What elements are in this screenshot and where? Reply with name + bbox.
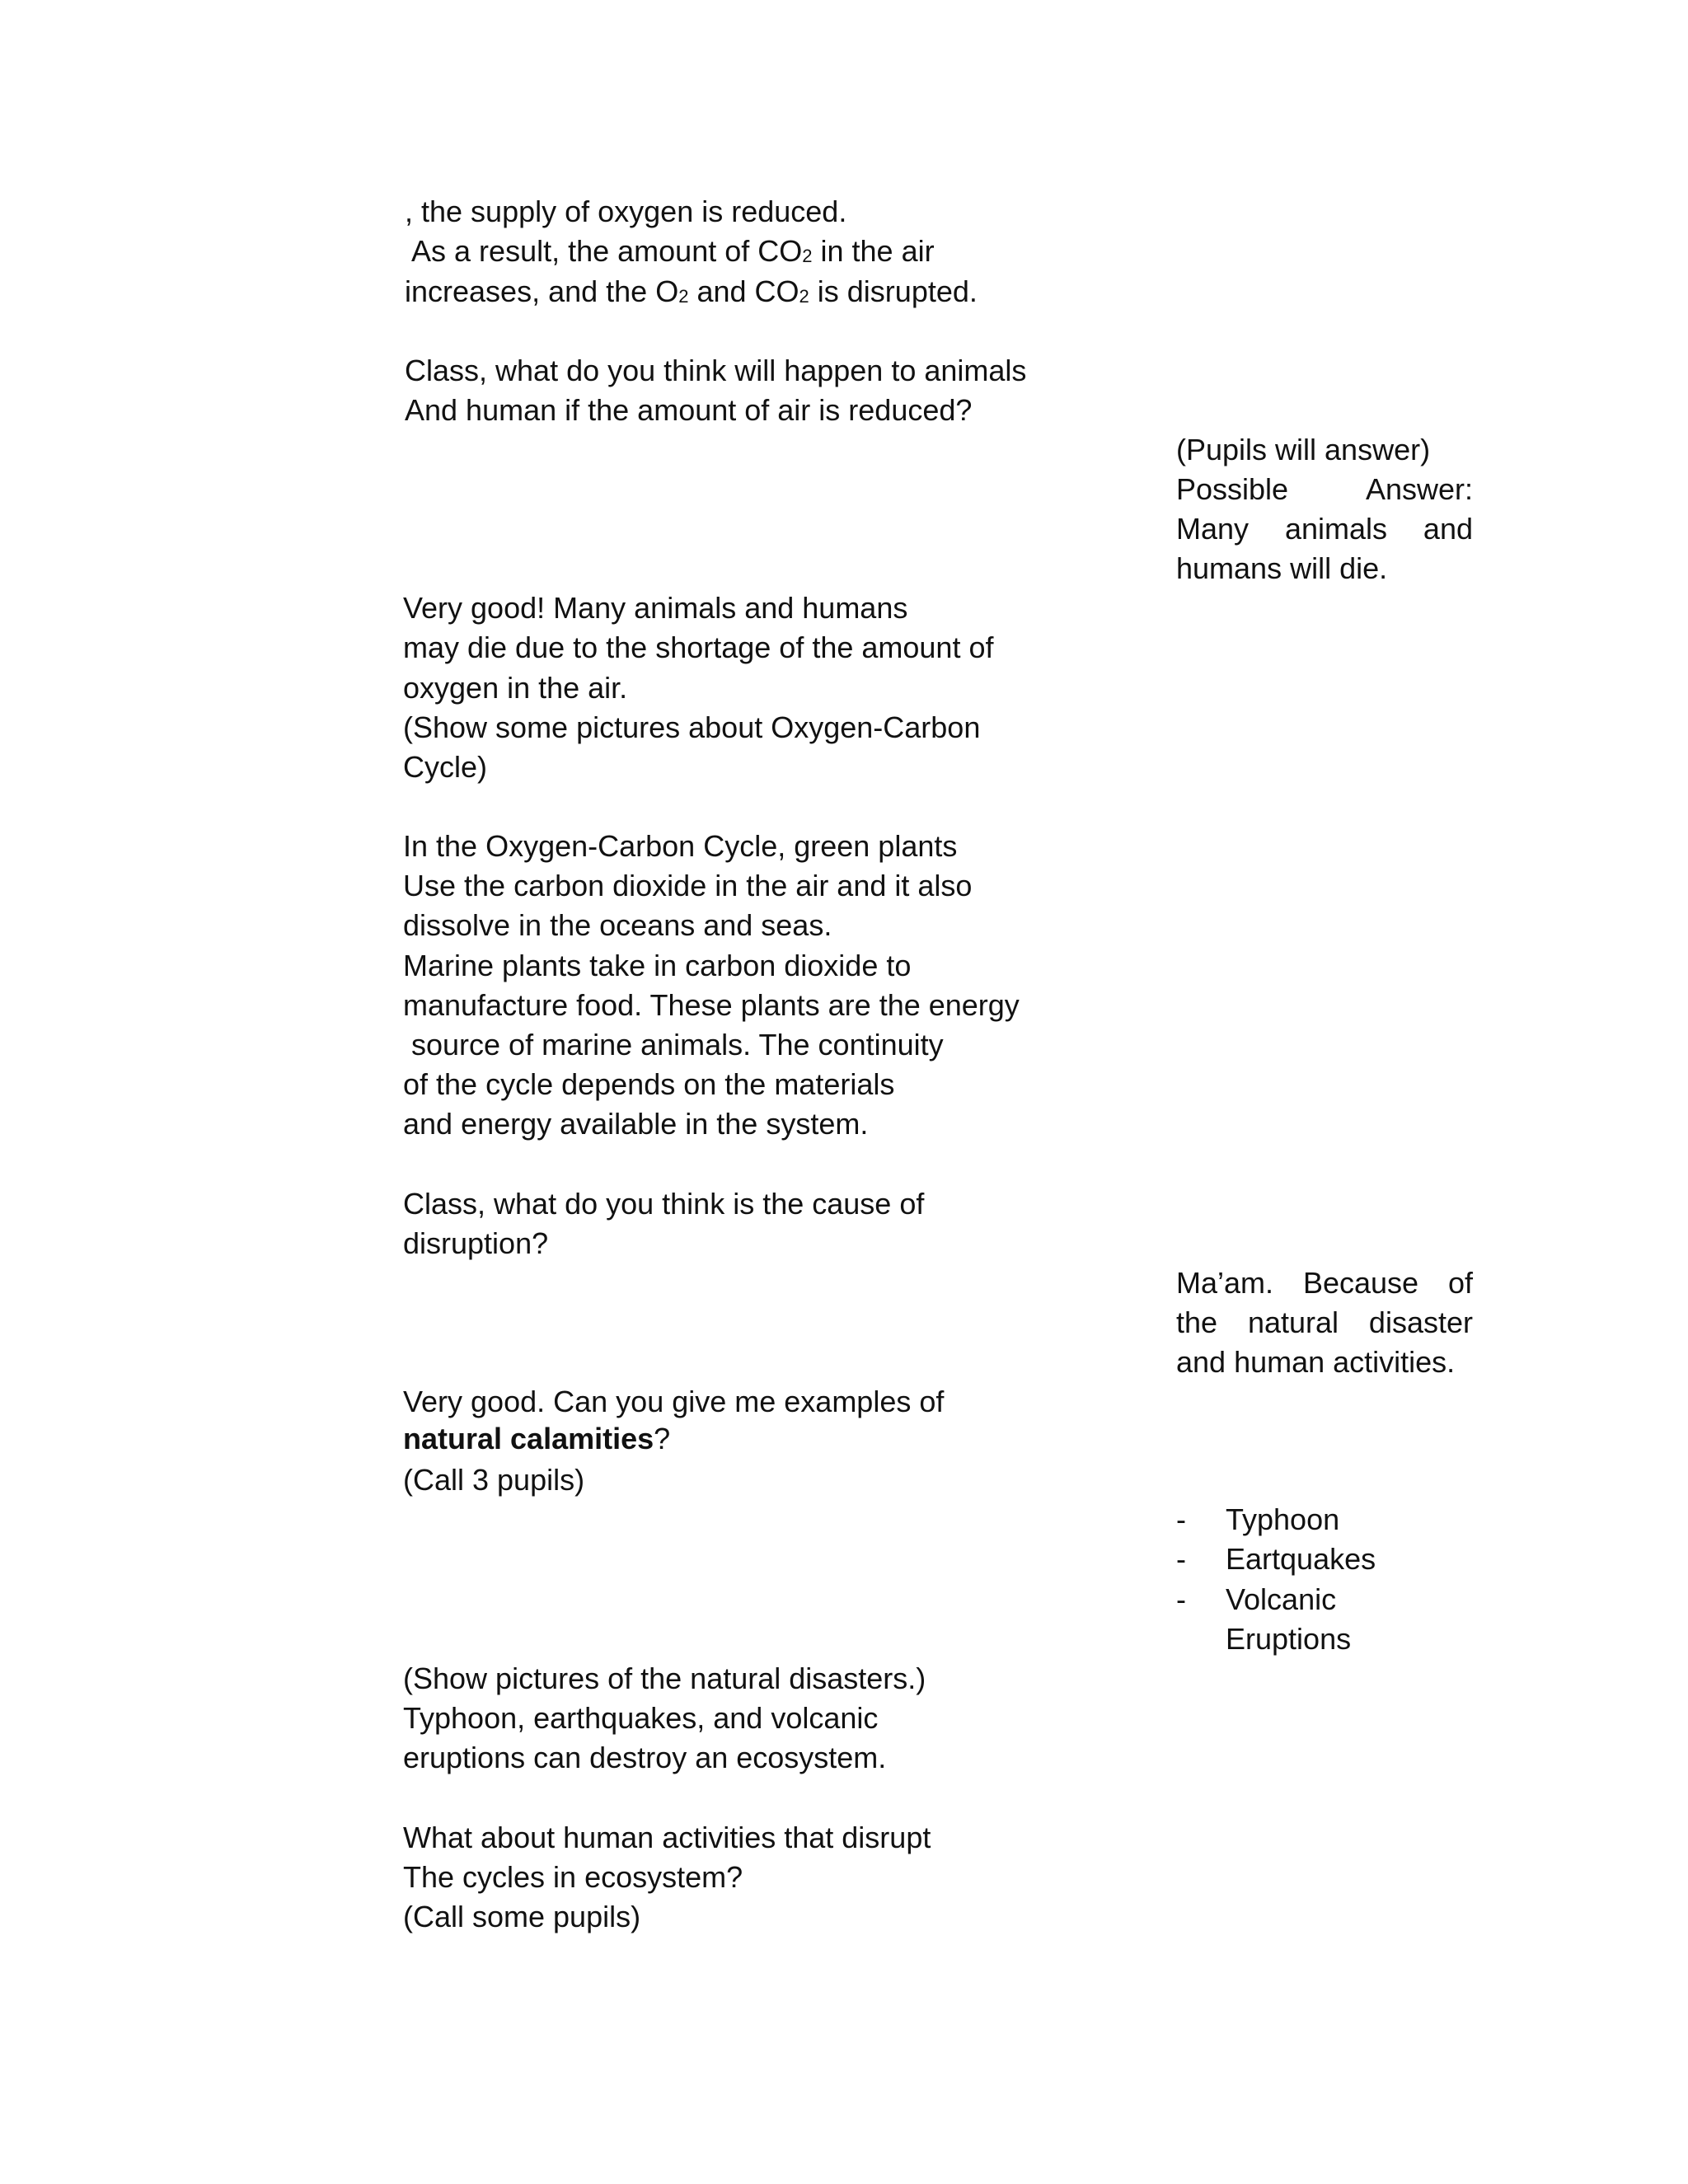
- list-item-continuation: Eruptions: [1226, 1622, 1352, 1656]
- teacher-text-line: (Show some pictures about Oxygen-Carbon: [403, 710, 981, 744]
- list-dash: -: [1176, 1542, 1186, 1576]
- teacher-text-line: Typhoon, earthquakes, and volcanic: [403, 1701, 879, 1735]
- teacher-question-line: Class, what do you think is the cause of: [403, 1187, 925, 1221]
- teacher-question-line: Very good. Can you give me examples of: [403, 1385, 945, 1418]
- teacher-question-line: disruption?: [403, 1226, 549, 1260]
- bold-term: natural calamities: [403, 1422, 654, 1455]
- teacher-text-line: Very good! Many animals and humans: [403, 591, 908, 625]
- teacher-text-line: of the cycle depends on the materials: [403, 1067, 895, 1101]
- list-item: Volcanic: [1226, 1582, 1337, 1616]
- pupil-answer-line: Possible Answer:: [1176, 472, 1473, 506]
- teacher-question-line: And human if the amount of air is reduced?: [405, 393, 973, 427]
- teacher-text-line: , the supply of oxygen is reduced.: [405, 194, 847, 228]
- teacher-text-line: eruptions can destroy an ecosystem.: [403, 1741, 887, 1774]
- teacher-question-line: natural calamities?: [403, 1422, 671, 1455]
- pupil-answer-line: Many animals and: [1176, 512, 1473, 546]
- teacher-instruction-line: (Call 3 pupils): [403, 1463, 585, 1497]
- teacher-text-line: oxygen in the air.: [403, 671, 628, 705]
- list-dash: -: [1176, 1502, 1186, 1536]
- teacher-text-line: manufacture food. These plants are the energy: [403, 988, 1020, 1022]
- teacher-text-line: source of marine animals. The continuity: [403, 1028, 944, 1062]
- list-item: Eartquakes: [1226, 1542, 1376, 1576]
- list-dash: -: [1176, 1582, 1186, 1616]
- list-item: Typhoon: [1226, 1502, 1340, 1536]
- teacher-text-line: and energy available in the system.: [403, 1107, 869, 1141]
- teacher-instruction-line: (Call some pupils): [403, 1900, 641, 1933]
- pupil-answer: [1176, 1263, 1473, 1382]
- teacher-text-line: may die due to the shortage of the amount of: [403, 630, 994, 664]
- teacher-text-line: (Show pictures of the natural disasters.): [403, 1661, 926, 1695]
- teacher-question-line: What about human activities that disrupt: [403, 1821, 931, 1854]
- pupil-answer-line: Ma’am. Because of: [1176, 1266, 1473, 1300]
- pupil-answer: [1176, 430, 1473, 588]
- pupil-answer-line: and human activities.: [1176, 1345, 1456, 1379]
- teacher-text-line: Cycle): [403, 750, 488, 784]
- teacher-text-line: As a result, the amount of $CO_2$ in the air: [405, 234, 935, 268]
- pupil-answer-line: the natural disaster: [1176, 1305, 1473, 1339]
- teacher-text-line: In the Oxygen-Carbon Cycle, green plants: [403, 829, 958, 863]
- pupil-answer-line: humans will die.: [1176, 551, 1388, 585]
- teacher-text-line: Marine plants take in carbon dioxide to: [403, 949, 912, 982]
- teacher-text-line: Use the carbon dioxide in the air and it also: [403, 869, 973, 902]
- teacher-text-line: dissolve in the oceans and seas.: [403, 908, 832, 942]
- pupil-answer-line: (Pupils will answer): [1176, 433, 1431, 466]
- teacher-question-line: Class, what do you think will happen to animals: [405, 354, 1027, 387]
- teacher-question-line: The cycles in ecosystem?: [403, 1860, 743, 1894]
- teacher-text-line: increases, and the $O_2$ and $CO_2$ is disrupted.: [405, 274, 978, 308]
